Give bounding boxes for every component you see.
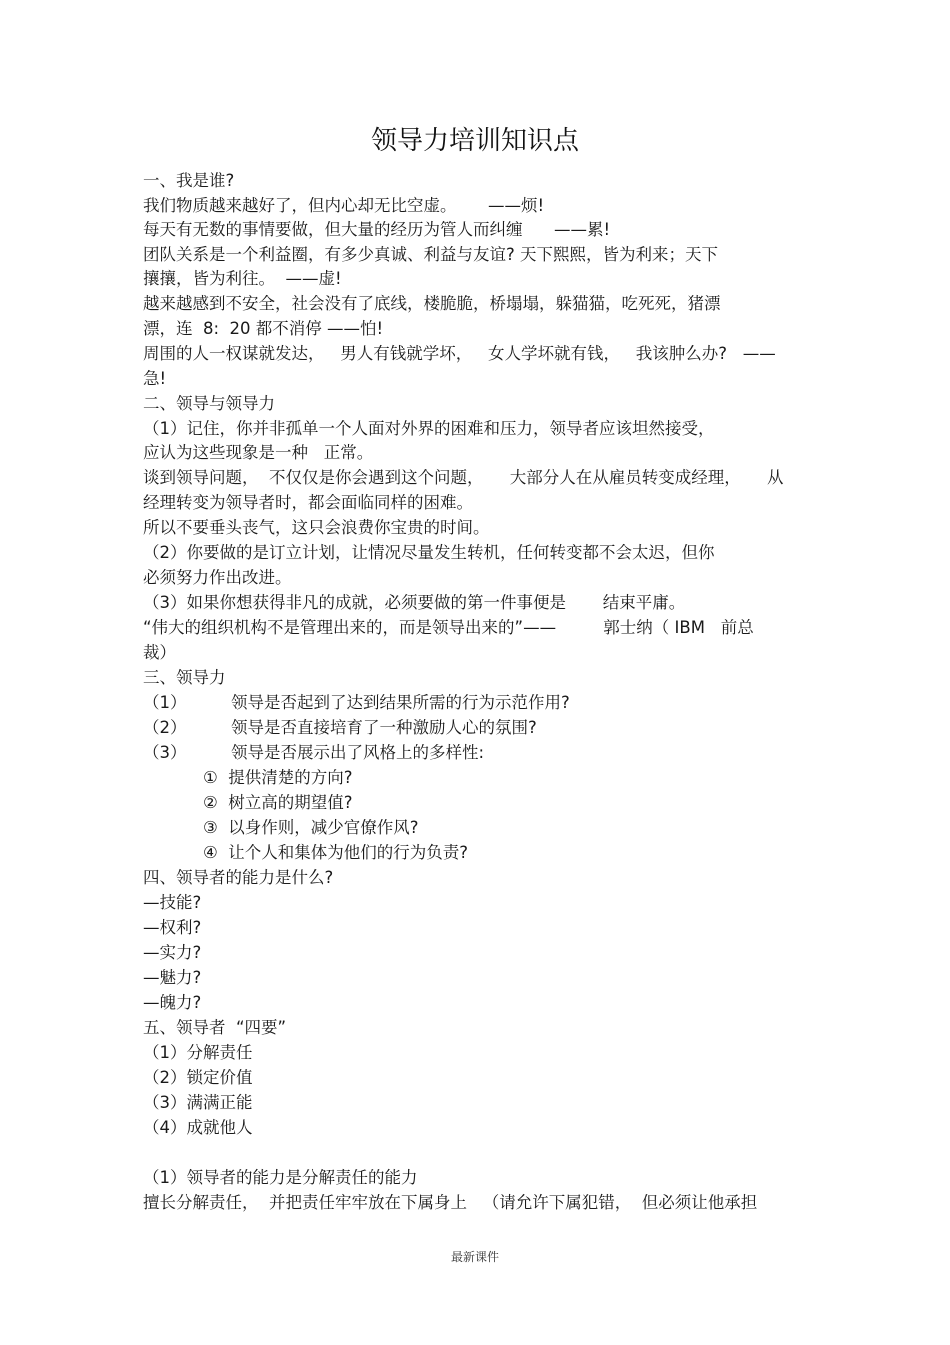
page-title: 领导力培训知识点 [370,126,579,156]
list-item: —魅力? [143,968,202,987]
item-number: （1） [143,693,187,712]
section-heading-2: 二、领导与领导力 [143,394,275,413]
text-line: 我们物质越来越好了，但内心却无比空虚。 ——烦! [143,196,545,215]
text-line: 应认为这些现象是一种 正常。 [143,443,374,462]
text-line: 每天有无数的事情要做，但大量的经历为管人而纠缠 ——累! [143,220,611,239]
text-line: 攘攘，皆为利往。 ——虚! [143,269,342,288]
text-line: 团队关系是一个利益圈，有多少真诚、利益与友谊? 天下熙熙，皆为利来；天下 [143,245,719,264]
list-item: —权利? [143,918,202,937]
page-footer: 最新课件 [450,1250,499,1264]
sub-item: ① 提供清楚的方向? [203,768,353,787]
quote-line: 裁） [143,643,176,662]
list-item: —技能? [143,893,202,912]
text-line: （3）如果你想获得非凡的成就，必须要做的第一件事便是 结束平庸。 [143,593,686,612]
list-item: —魄力? [143,993,202,1012]
text-line: 所以不要垂头丧气，这只会浪费你宝贵的时间。 [143,518,490,537]
subsection-heading: （1）领导者的能力是分解责任的能力 [143,1168,418,1187]
text-line: 周围的人一权谋就发达， 男人有钱就学坏， 女人学坏就有钱， 我该肿么办? —— [143,344,776,363]
item-number: （3） [143,743,187,762]
section-heading-4: 四、领导者的能力是什么? [143,868,334,887]
section-heading-1: 一、我是谁? [143,171,235,190]
list-item: （1）分解责任 [143,1043,253,1062]
list-item: （4）成就他人 [143,1118,253,1137]
list-item: （3）满满正能 [143,1093,253,1112]
section-heading-5: 五、领导者 “四要” [143,1018,287,1037]
text-line: （2）你要做的是订立计划，让情况尽量发生转机，任何转变都不会太迟，但你 [143,543,715,562]
text-line: 越来越感到不安全，社会没有了底线，楼脆脆，桥塌塌，躲猫猫，吃死死，猪漂 [143,294,721,313]
sub-item: ③ 以身作则，减少官僚作风? [203,818,419,837]
text-line: （1）记住，你并非孤单一个人面对外界的困难和压力，领导者应该坦然接受， [143,419,715,438]
list-item: （2）锁定价值 [143,1068,253,1087]
item-text: 领导是否直接培育了一种激励人心的氛围? [231,718,537,737]
item-number: （2） [143,718,187,737]
item-text: 领导是否展示出了风格上的多样性: [231,743,485,762]
section-heading-3: 三、领导力 [143,668,226,687]
item-text: 领导是否起到了达到结果所需的行为示范作用? [231,693,570,712]
text-line: 擅长分解责任， 并把责任牢牢放在下属身上 （请允许下属犯错， 但必须让他承担 [143,1193,758,1212]
sub-item: ② 树立高的期望值? [203,793,353,812]
text-line: 必须努力作出改进。 [143,568,292,587]
text-line: 急! [143,369,167,388]
text-line: 漂，连 8: 20 都不消停 ——怕! [143,319,384,338]
text-line: 谈到领导问题， 不仅仅是你会遇到这个问题， 大部分人在从雇员转变成经理， 从 [143,468,784,487]
text-line: 经理转变为领导者时，都会面临同样的困难。 [143,493,473,512]
quote-line: “伟大的组织机构不是管理出来的，而是领导出来的”—— 郭士纳（ IBM 前总 [143,618,754,637]
sub-item: ④ 让个人和集体为他们的行为负责? [203,843,469,862]
list-item: —实力? [143,943,202,962]
